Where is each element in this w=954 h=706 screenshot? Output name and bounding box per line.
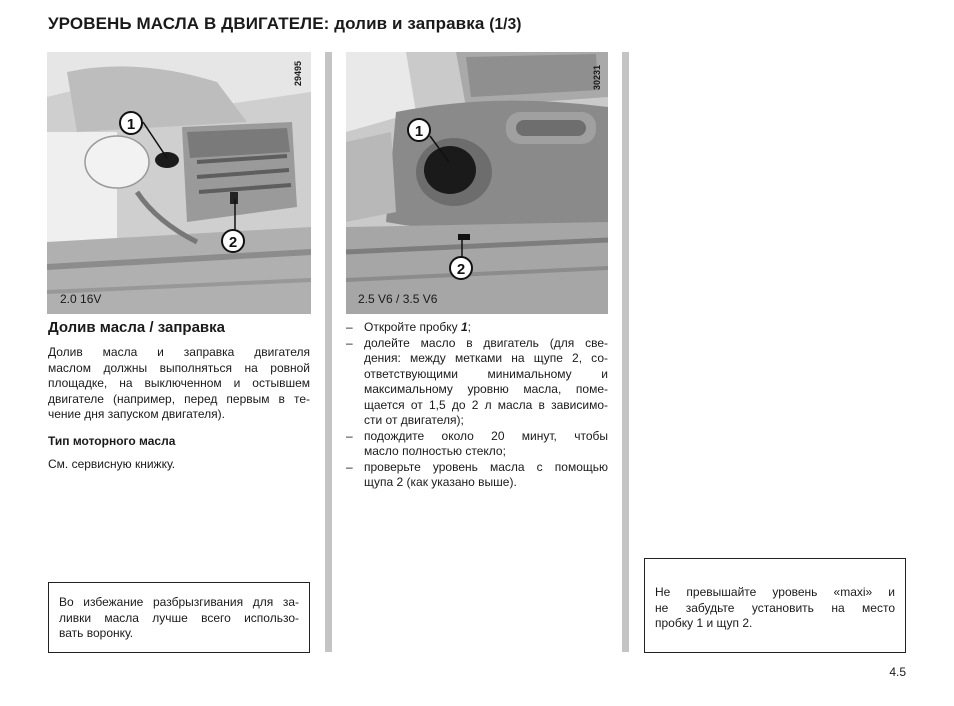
note-line: ливки масла лучше всего использо- [59, 610, 299, 625]
column-divider-left [325, 52, 332, 652]
step-line: Откройте пробку 1; [364, 320, 471, 334]
figure-1-callouts [47, 52, 311, 314]
intro-paragraph [48, 345, 310, 423]
funnel-note-box [48, 582, 310, 653]
step-dash: – [346, 320, 353, 334]
step-line: ответствующими минимальному и [364, 366, 608, 381]
note-line: Не превышайте уровень «maxi» и [655, 585, 895, 599]
note-line: не забудьте установить на место [655, 600, 895, 615]
paragraph-line: площадке, на выключенном и остывшем [48, 376, 310, 390]
callout-1-label: 1 [414, 123, 424, 140]
step-dash: – [346, 428, 353, 443]
step-line: масло полностью стекло; [364, 444, 506, 458]
step-item [346, 429, 608, 460]
callout-1-label: 1 [126, 116, 136, 133]
steps-list [346, 320, 608, 491]
figure-2-code: 30231 [592, 64, 602, 90]
title-part: (1/3) [489, 16, 522, 33]
step-dash: – [346, 335, 353, 350]
step-line: максимальному уровню масла, поме- [364, 382, 608, 396]
paragraph-line: маслом должны выполняться на ровной [48, 360, 310, 375]
maxi-level-note-box [644, 558, 906, 653]
figure-1-caption: 2.0 16V [60, 292, 102, 306]
paragraph-line: двигателе (например, перед первым в те- [48, 391, 310, 406]
note-line: Во избежание разбрызгивания для за- [59, 595, 299, 609]
step-item [346, 336, 608, 429]
step-line: долейте масло в двигатель (для све- [364, 335, 608, 350]
page-number: 4.5 [889, 665, 906, 679]
step-item [346, 320, 608, 336]
oil-type-text: См. сервисную книжку. [48, 457, 176, 471]
step-item [346, 460, 608, 491]
figure-2-caption: 2.5 V6 / 3.5 V6 [358, 292, 438, 306]
note-line: вать воронку. [59, 626, 134, 640]
figure-2-callouts [346, 52, 608, 314]
step-line: сти от двигателя); [364, 413, 464, 427]
page-title [48, 14, 522, 34]
title-main: УРОВЕНЬ МАСЛА В ДВИГАТЕЛЕ: долив и заправка [48, 14, 485, 33]
paragraph-line: Долив масла и заправка двигателя [48, 345, 310, 359]
step-dash: – [346, 459, 353, 474]
callout-2-label: 2 [228, 234, 238, 251]
callout-2-label: 2 [456, 261, 466, 278]
step-line: щупа 2 (как указано выше). [364, 475, 517, 489]
paragraph-line: чение дня запуском двигателя). [48, 407, 225, 421]
step-line: проверьте уровень масла с помощью [364, 459, 608, 474]
column-divider-right [622, 52, 629, 652]
note-line: пробку 1 и щуп 2. [655, 616, 753, 630]
figure-1-code: 29495 [293, 60, 303, 86]
oil-type-heading: Тип моторного масла [48, 434, 176, 448]
section-heading: Долив масла / заправка [48, 319, 225, 336]
step-line: дения: между метками на щупе 2, со- [364, 351, 608, 365]
step-line: щается от 1,5 до 2 л масла в зависимо- [364, 397, 608, 412]
step-line: подождите около 20 минут, чтобы [364, 428, 608, 443]
